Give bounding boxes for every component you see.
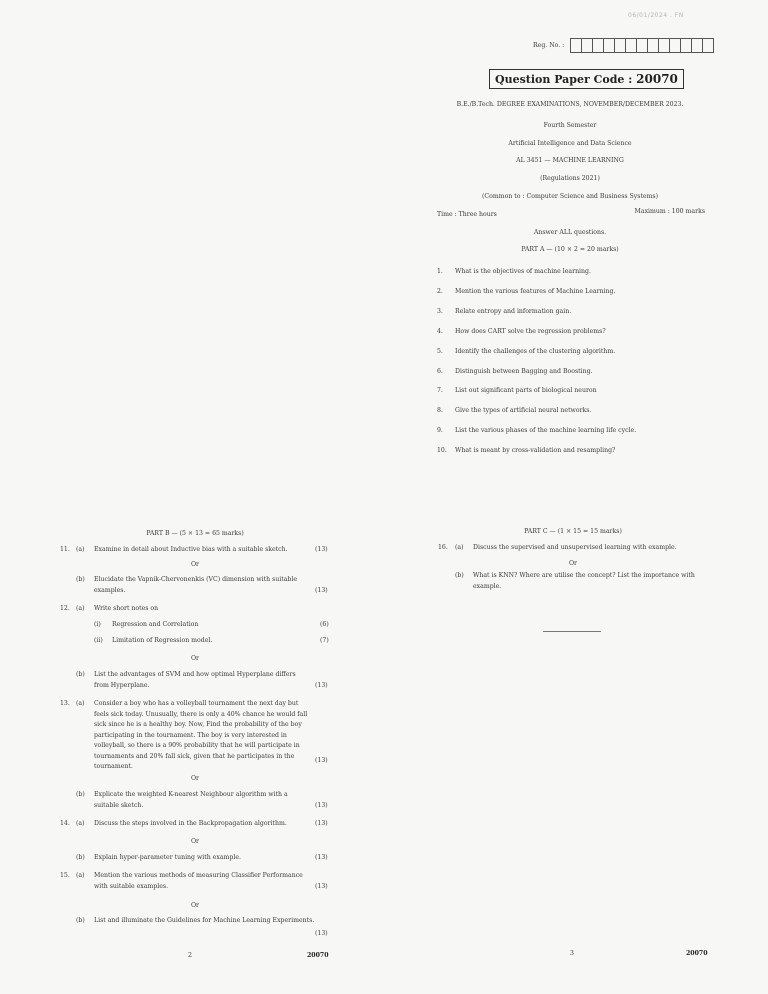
sub-item-label: (i) bbox=[94, 621, 101, 628]
marks: (6) bbox=[320, 621, 329, 628]
footer-code: 20070 bbox=[307, 952, 329, 959]
question-text: Discuss the supervised and unsupervised learning with example. bbox=[473, 544, 677, 551]
question-text: Distinguish between Bagging and Boosting. bbox=[455, 368, 593, 375]
question-number: 12. bbox=[60, 605, 70, 612]
marks: (13) bbox=[315, 802, 328, 809]
maximum-marks: Maximum : 100 marks bbox=[634, 208, 705, 215]
question-number: 8. bbox=[437, 407, 443, 414]
sub-label: (a) bbox=[76, 605, 85, 612]
page-number: 2 bbox=[188, 952, 192, 959]
sub-label: (a) bbox=[76, 820, 85, 827]
common-to: (Common to : Computer Science and Business Systems) bbox=[481, 193, 659, 200]
question-number: 7. bbox=[437, 387, 443, 394]
question-text: What is KNN? Where are utilise the concept? List the importance with example. bbox=[473, 572, 695, 590]
question-text: What is the objectives of machine learning. bbox=[455, 268, 591, 275]
question-text: What is meant by cross-validation and resampling? bbox=[455, 447, 616, 454]
question-number: 9. bbox=[437, 427, 443, 434]
or-separator: Or bbox=[190, 655, 200, 662]
question-number: 11. bbox=[60, 546, 70, 553]
sub-label: (b) bbox=[455, 572, 464, 579]
sub-label: (a) bbox=[76, 546, 85, 553]
question-number: 4. bbox=[437, 328, 443, 335]
question-number: 10. bbox=[437, 447, 447, 454]
code-number: 20070 bbox=[636, 72, 678, 86]
reg-no-label: Reg. No. : bbox=[533, 42, 565, 49]
question-number: 2. bbox=[437, 288, 443, 295]
part-c-title: PART C — (1 × 15 = 15 marks) bbox=[524, 528, 622, 535]
question-text: Write short notes on bbox=[94, 605, 159, 612]
marks: (13) bbox=[315, 854, 328, 861]
question-text: List and illuminate the Guidelines for Machine Learning Experiments. bbox=[94, 917, 315, 924]
question-text: List out significant parts of biological neuron bbox=[455, 387, 597, 394]
answer-all: Answer ALL questions. bbox=[533, 229, 607, 236]
sub-item-text: Limitation of Regression model. bbox=[112, 637, 213, 644]
question-paper-code bbox=[489, 69, 684, 89]
course: AL 3451 — MACHINE LEARNING bbox=[516, 157, 624, 164]
sub-label: (b) bbox=[76, 854, 85, 861]
question-text: Mention the various methods of measuring Classifier Performance with suitable examples. bbox=[94, 872, 303, 890]
marks: (13) bbox=[315, 546, 328, 553]
question-number: 3. bbox=[437, 308, 443, 315]
marks: (13) bbox=[315, 930, 328, 937]
part-b-title: PART B — (5 × 13 = 65 marks) bbox=[146, 530, 244, 537]
regulations: (Regulations 2021) bbox=[540, 175, 600, 182]
question-text: Relate entropy and information gain. bbox=[455, 308, 572, 315]
sub-item-label: (ii) bbox=[94, 637, 103, 644]
question-number: 6. bbox=[437, 368, 443, 375]
or-separator: Or bbox=[190, 775, 200, 782]
question-text: Examine in detail about Inductive bias with a suitable sketch. bbox=[94, 546, 288, 553]
marks: (13) bbox=[315, 587, 328, 594]
question-text: Identify the challenges of the clustering algorithm. bbox=[455, 348, 616, 355]
sub-label: (b) bbox=[76, 791, 85, 798]
question-number: 13. bbox=[60, 700, 70, 707]
question-text: How does CART solve the regression problems? bbox=[455, 328, 606, 335]
page-number: 3 bbox=[570, 950, 574, 957]
footer-code: 20070 bbox=[686, 950, 708, 957]
department: Artificial Intelligence and Data Science bbox=[508, 140, 632, 147]
marks: (7) bbox=[320, 637, 329, 644]
question-text: List the advantages of SVM and how optimal Hyperplane differs from Hyperplane. bbox=[94, 671, 296, 689]
code-label: Question Paper Code : bbox=[495, 73, 633, 86]
time-allowed: Time : Three hours bbox=[437, 211, 497, 218]
marks: (13) bbox=[315, 757, 328, 764]
question-text: Discuss the steps involved in the Backpropagation algorithm. bbox=[94, 820, 287, 827]
exam-title: B.E./B.Tech. DEGREE EXAMINATIONS, NOVEMBER/DECEMBER 2023. bbox=[456, 101, 684, 108]
handwritten-date-note: 06/01/2024 . FN bbox=[628, 12, 684, 19]
question-text: Explain hyper-parameter tuning with example. bbox=[94, 854, 241, 861]
marks: (13) bbox=[315, 682, 328, 689]
question-text: Give the types of artificial neural networks. bbox=[455, 407, 592, 414]
question-text: Mention the various features of Machine Learning. bbox=[455, 288, 616, 295]
or-separator: Or bbox=[568, 560, 578, 567]
part-a-title: PART A — (10 × 2 = 20 marks) bbox=[521, 246, 619, 253]
reg-no-boxes bbox=[570, 38, 714, 53]
semester: Fourth Semester bbox=[543, 122, 597, 129]
or-separator: Or bbox=[190, 902, 200, 909]
marks: (13) bbox=[315, 820, 328, 827]
question-number: 5. bbox=[437, 348, 443, 355]
or-separator: Or bbox=[190, 838, 200, 845]
marks: (13) bbox=[315, 883, 328, 890]
sub-label: (b) bbox=[76, 671, 85, 678]
end-rule bbox=[543, 631, 601, 632]
question-text: Consider a boy who has a volleyball tournament the next day but feels sick today. Unusually, there is only a 40% chance he would fall sick since he is a healthy boy. Now, Find the probability of the boy participating in the tournament. The boy is very interested in volleyball, so there is a 90% probability that he will participate in tournaments and 20% fall sick, given that he participates in the tournament. bbox=[94, 700, 308, 770]
sub-label: (a) bbox=[76, 700, 85, 707]
question-text: Elucidate the Vapnik-Chervonenkis (VC) dimension with suitable examples. bbox=[94, 576, 298, 594]
sub-label: (a) bbox=[455, 544, 464, 551]
sub-label: (b) bbox=[76, 576, 85, 583]
or-separator: Or bbox=[190, 561, 200, 568]
question-number: 16. bbox=[438, 544, 448, 551]
question-number: 15. bbox=[60, 872, 70, 879]
question-text: Explicate the weighted K-nearest Neighbour algorithm with a suitable sketch. bbox=[94, 791, 288, 809]
question-text: List the various phases of the machine learning life cycle. bbox=[455, 427, 637, 434]
sub-label: (a) bbox=[76, 872, 85, 879]
question-number: 14. bbox=[60, 820, 70, 827]
question-number: 1. bbox=[437, 268, 443, 275]
sub-label: (b) bbox=[76, 917, 85, 924]
sub-item-text: Regression and Correlation bbox=[112, 621, 199, 628]
